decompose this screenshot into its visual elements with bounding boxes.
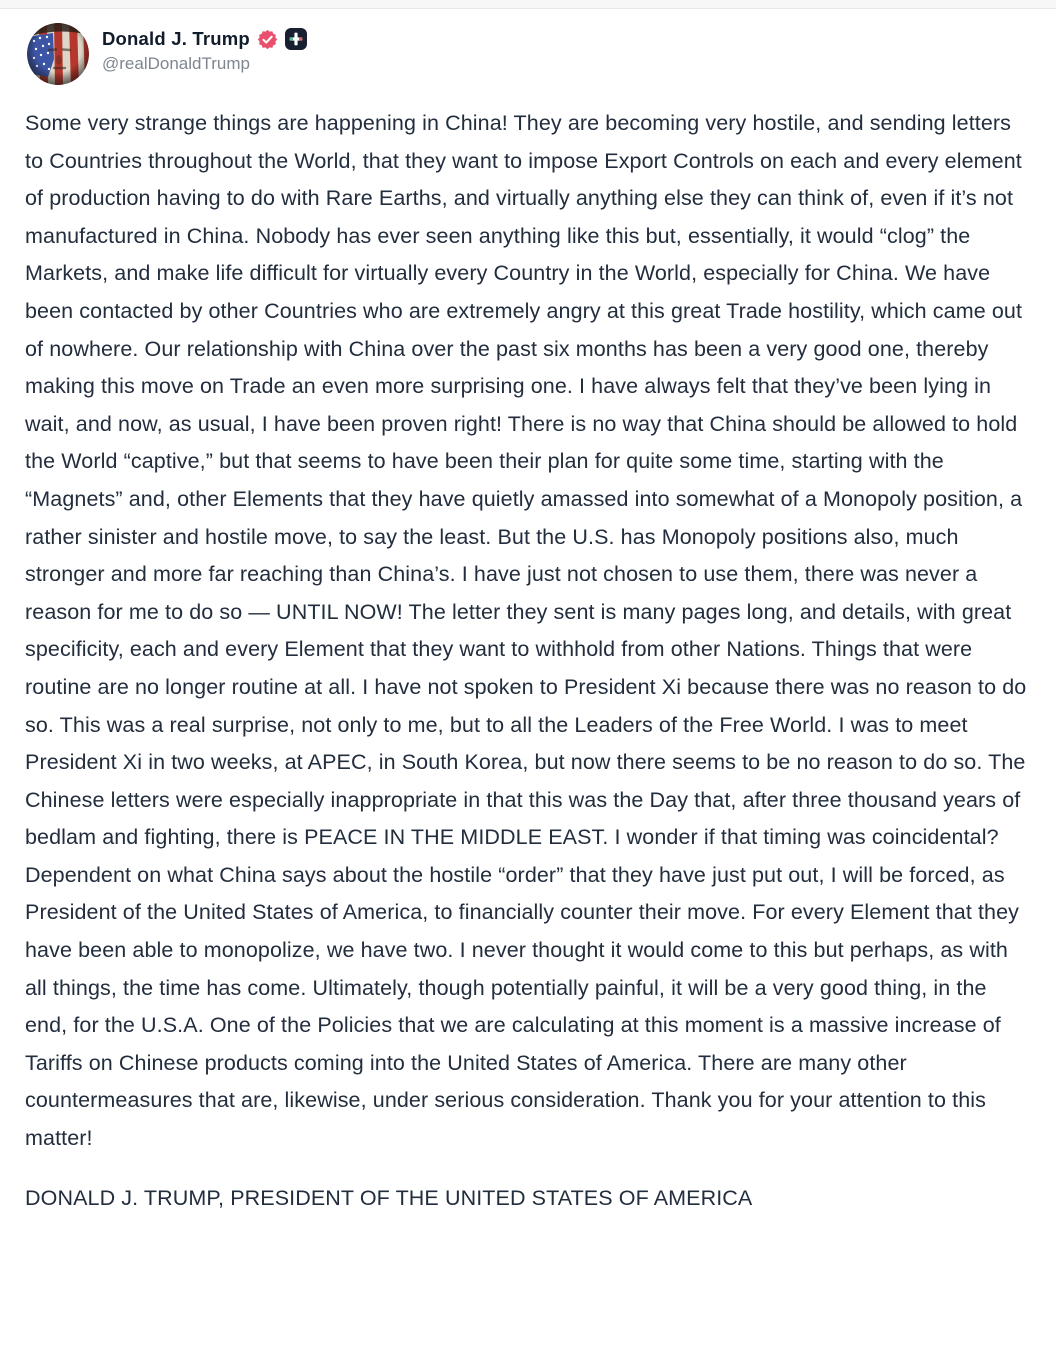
- verified-check-seal-icon: [257, 29, 278, 50]
- author-name[interactable]: Donald J. Trump: [102, 28, 250, 49]
- author-block: [102, 23, 307, 74]
- top-divider-strip: [0, 0, 1056, 9]
- post-header: [0, 9, 1056, 85]
- avatar[interactable]: [27, 23, 89, 85]
- post-signature-line: DONALD J. TRUMP, PRESIDENT OF THE UNITED STATES OF AMERICA: [25, 1185, 753, 1210]
- post-body-text: Some very strange things are happening in China! They are becoming very hostile, and sending letters to Countries throughout the World, that they want to impose Export Controls on each and every element of production having to do with Rare Earths, and virtually anything else they can think of, even if it’s not manufactured in China. Nobody has ever seen anything like this but, essentially, it would “clog” the Markets, and make life difficult for virtually every Country in the World, especially for China. We have been contacted by other Countries who are extremely angry at this great Trade hostility, which came out of nowhere. Our relationship with China over the past six months has been a very good one, thereby making this move on Trade an even more surprising one. I have always felt that they’ve been lying in wait, and now, as usual, I have been proven right! There is no way that China should be allowed to hold the World “captive,” but that seems to have been their plan for quite some time, starting with the “Magnets” and, other Elements that they have quietly amassed into somewhat of a Monopoly position, a rather sinister and hostile move, to say the least. But the U.S. has Monopoly positions also, much stronger and more far reaching than China’s. I have just not chosen to use them, there was never a reason for me to do so — UNTIL NOW! The letter they sent is many pages long, and details, with great specificity, each and every Element that they want to withhold from other Nations. Things that were routine are no longer routine at all. I have not spoken to President Xi because there was no reason to do so. This was a real surprise, not only to me, but to all the Leaders of the Free World. I was to meet President Xi in two weeks, at APEC, in South Korea, but now there seems to be no reason to do so. The Chinese letters were especially inappropriate in that this was the Day that, after three thousand years of bedlam and fighting, there is PEACE IN THE MIDDLE EAST. I wonder if that timing was coincidental? Dependent on what China says about the hostile “order” that they have just put out, I will be forced, as President of the United States of America, to financially counter their move. For every Element that they have been able to monopolize, we have two. I never thought it would come to this but perhaps, as with all things, the time has come. Ultimately, though potentially painful, it will be a very good thing, in the end, for the U.S.A. One of the Policies that we are calculating at this moment is a massive increase of Tariffs on Chinese products coming into the United States of America. There are many other countermeasures that are, likewise, under serious consideration. Thank you for your attention to this matter!: [25, 111, 1027, 1151]
- author-name-row: [102, 28, 307, 50]
- plus-badge-icon: [285, 28, 307, 50]
- flag-painted-face-avatar-image: [27, 23, 89, 85]
- author-handle[interactable]: @realDonaldTrump: [102, 54, 250, 73]
